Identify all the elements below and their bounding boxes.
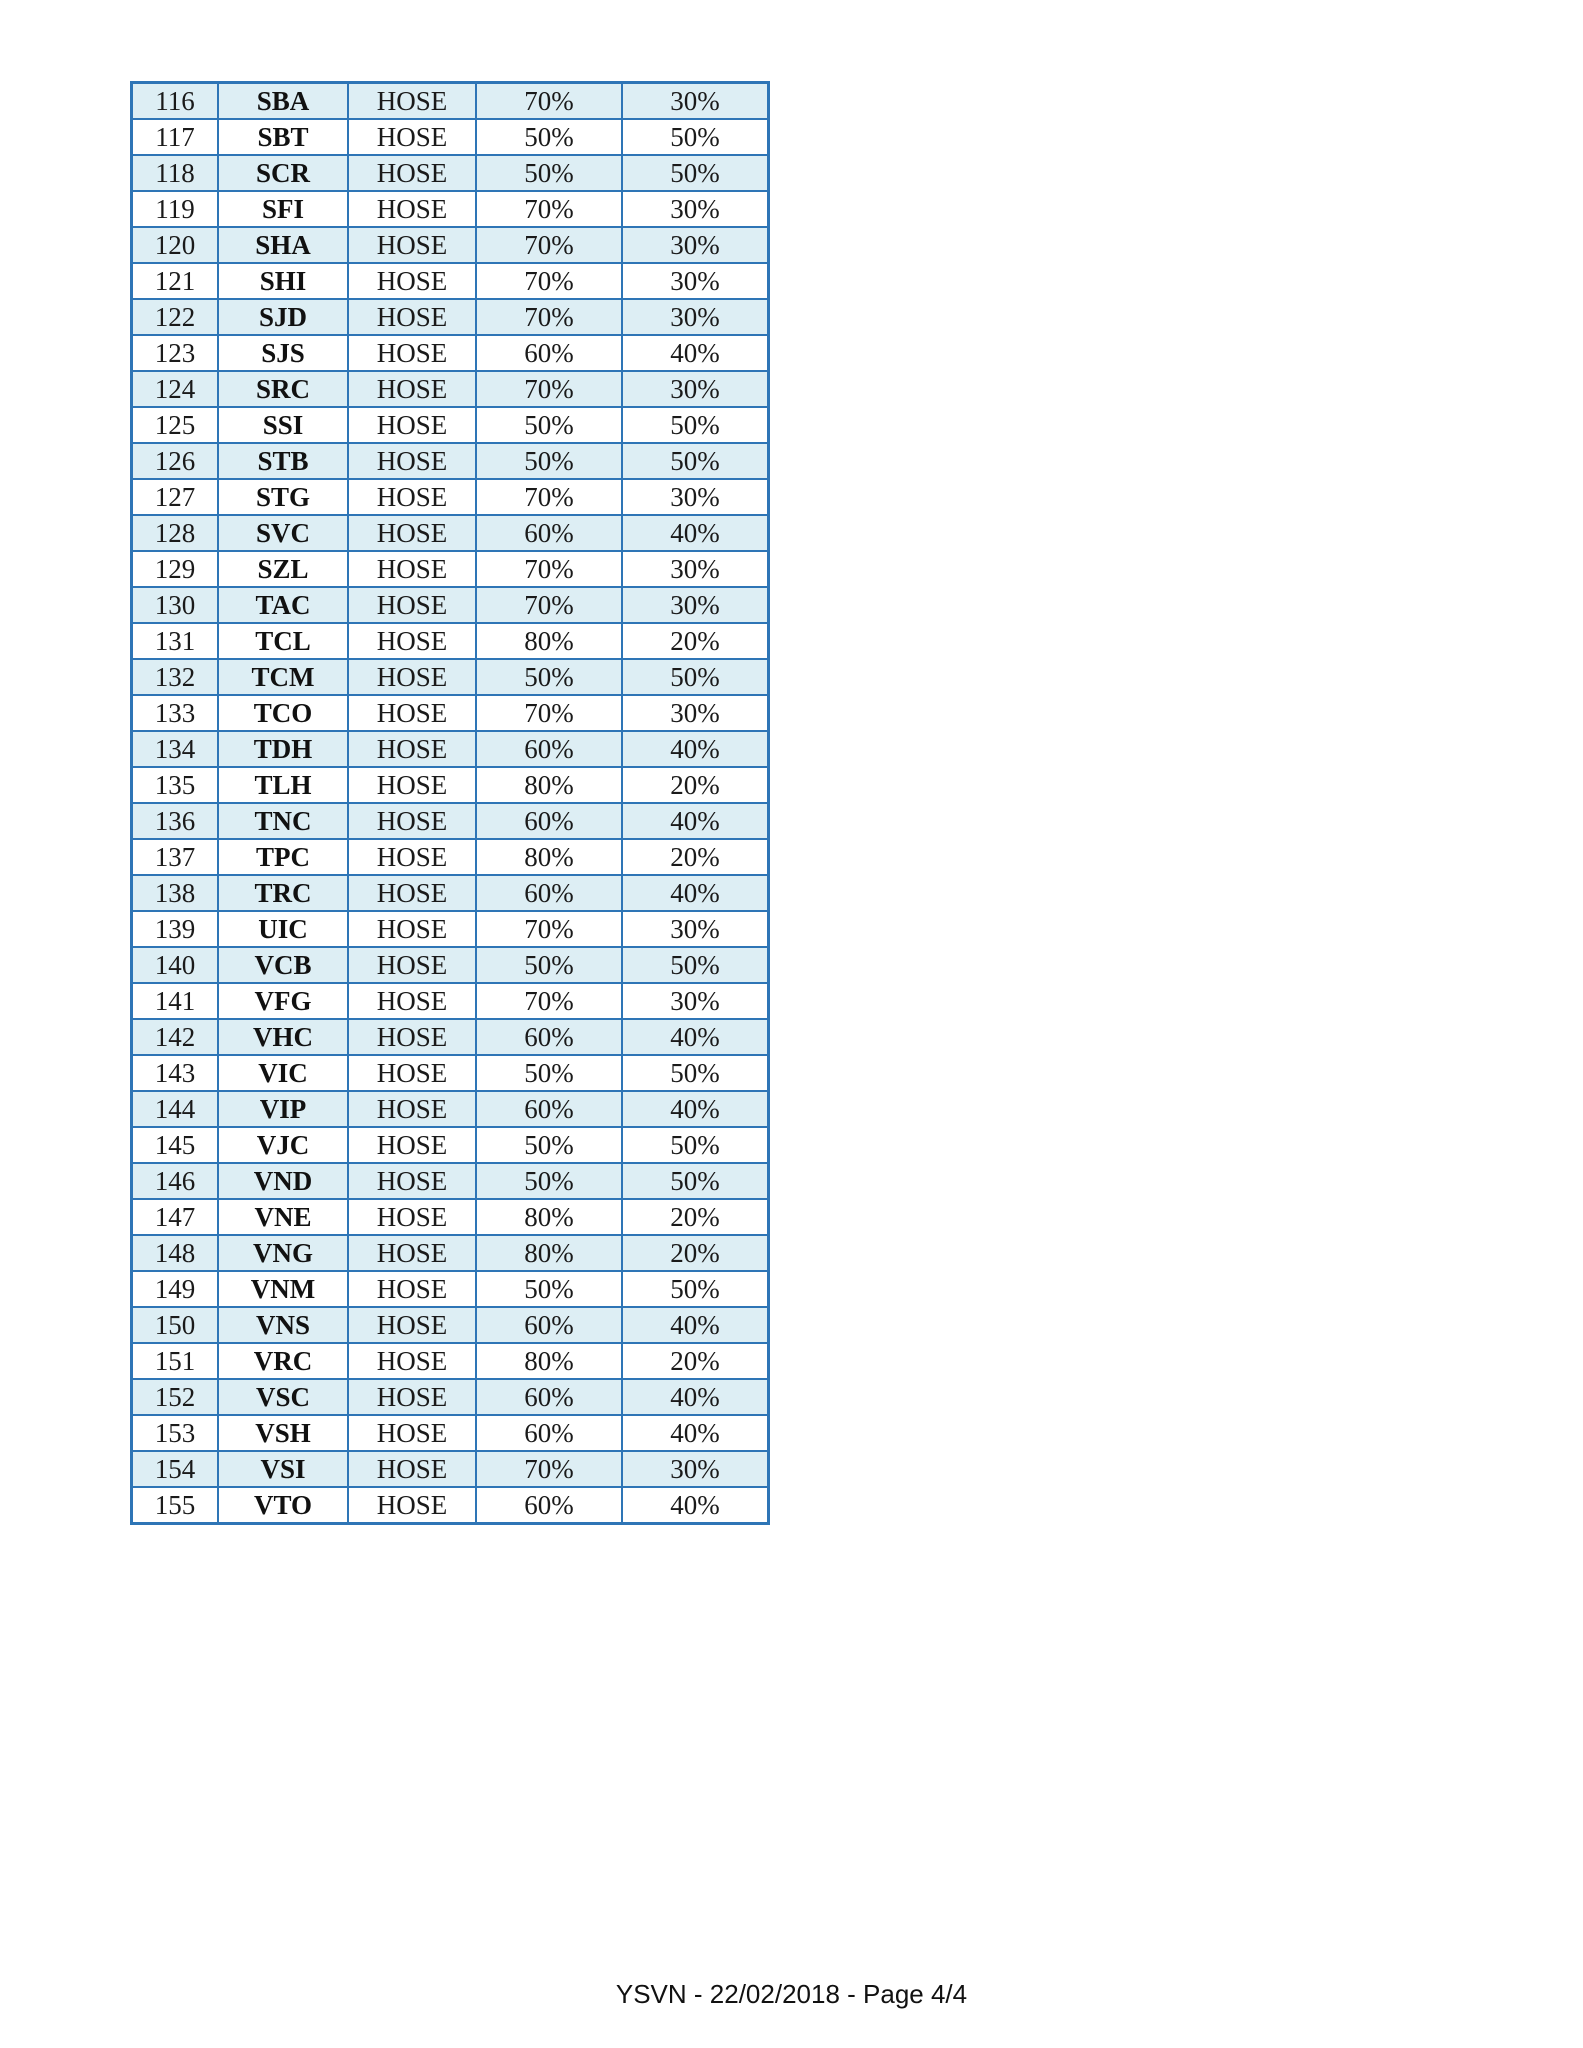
table-row [132, 659, 769, 695]
exchange-cell: HOSE [348, 1019, 476, 1055]
stock-code-cell: TCL [218, 623, 348, 659]
table-body [132, 83, 769, 1524]
ratio-cell-1: 50% [476, 407, 622, 443]
stock-code-cell: SJS [218, 335, 348, 371]
table-row [132, 1019, 769, 1055]
exchange-cell: HOSE [348, 1091, 476, 1127]
table-row [132, 119, 769, 155]
ratio-cell-1: 50% [476, 1127, 622, 1163]
ratio-cell-2: 40% [622, 1019, 769, 1055]
stock-code-cell: VCB [218, 947, 348, 983]
ratio-cell-1: 60% [476, 1307, 622, 1343]
ratio-cell-2: 20% [622, 767, 769, 803]
exchange-cell: HOSE [348, 443, 476, 479]
exchange-cell: HOSE [348, 407, 476, 443]
table-row [132, 1091, 769, 1127]
table-row [132, 227, 769, 263]
ratio-cell-2: 50% [622, 443, 769, 479]
stock-code-cell: SSI [218, 407, 348, 443]
table-row [132, 299, 769, 335]
row-number-cell: 134 [132, 731, 219, 767]
ratio-cell-1: 60% [476, 515, 622, 551]
ratio-cell-2: 30% [622, 587, 769, 623]
stock-code-cell: VNE [218, 1199, 348, 1235]
ratio-cell-1: 80% [476, 623, 622, 659]
exchange-cell: HOSE [348, 479, 476, 515]
row-number-cell: 127 [132, 479, 219, 515]
ratio-cell-2: 50% [622, 1163, 769, 1199]
table-row [132, 695, 769, 731]
ratio-cell-2: 50% [622, 947, 769, 983]
ratio-cell-2: 40% [622, 1307, 769, 1343]
stock-code-cell: SCR [218, 155, 348, 191]
ratio-cell-1: 70% [476, 551, 622, 587]
ratio-cell-1: 50% [476, 1163, 622, 1199]
exchange-cell: HOSE [348, 1235, 476, 1271]
row-number-cell: 144 [132, 1091, 219, 1127]
ratio-cell-1: 60% [476, 1415, 622, 1451]
row-number-cell: 133 [132, 695, 219, 731]
row-number-cell: 150 [132, 1307, 219, 1343]
ratio-cell-1: 70% [476, 695, 622, 731]
stock-code-cell: VHC [218, 1019, 348, 1055]
row-number-cell: 137 [132, 839, 219, 875]
stock-code-cell: VSH [218, 1415, 348, 1451]
stock-code-cell: SZL [218, 551, 348, 587]
ratio-cell-1: 60% [476, 1091, 622, 1127]
ratio-cell-2: 40% [622, 1487, 769, 1524]
table-row [132, 1451, 769, 1487]
row-number-cell: 125 [132, 407, 219, 443]
stock-code-cell: TNC [218, 803, 348, 839]
table-row [132, 1487, 769, 1524]
ratio-cell-2: 30% [622, 911, 769, 947]
exchange-cell: HOSE [348, 551, 476, 587]
ratio-cell-1: 70% [476, 371, 622, 407]
ratio-cell-2: 40% [622, 875, 769, 911]
ratio-cell-2: 50% [622, 155, 769, 191]
row-number-cell: 116 [132, 83, 219, 120]
table-row [132, 1271, 769, 1307]
ratio-cell-1: 60% [476, 1379, 622, 1415]
row-number-cell: 143 [132, 1055, 219, 1091]
row-number-cell: 153 [132, 1415, 219, 1451]
row-number-cell: 152 [132, 1379, 219, 1415]
row-number-cell: 122 [132, 299, 219, 335]
ratio-cell-1: 70% [476, 263, 622, 299]
row-number-cell: 119 [132, 191, 219, 227]
ratio-cell-2: 40% [622, 803, 769, 839]
ratio-cell-2: 50% [622, 1127, 769, 1163]
exchange-cell: HOSE [348, 1307, 476, 1343]
table-row [132, 83, 769, 120]
table-row [132, 803, 769, 839]
ratio-cell-1: 60% [476, 875, 622, 911]
stock-code-cell: VIC [218, 1055, 348, 1091]
ratio-cell-1: 70% [476, 911, 622, 947]
exchange-cell: HOSE [348, 695, 476, 731]
row-number-cell: 135 [132, 767, 219, 803]
row-number-cell: 151 [132, 1343, 219, 1379]
stock-code-cell: SJD [218, 299, 348, 335]
ratio-cell-1: 60% [476, 1019, 622, 1055]
stock-code-cell: VND [218, 1163, 348, 1199]
ratio-cell-2: 30% [622, 263, 769, 299]
stock-code-cell: SBA [218, 83, 348, 120]
stock-code-cell: TCO [218, 695, 348, 731]
table-row [132, 1055, 769, 1091]
table-row [132, 839, 769, 875]
row-number-cell: 123 [132, 335, 219, 371]
stock-code-cell: TPC [218, 839, 348, 875]
exchange-cell: HOSE [348, 371, 476, 407]
ratio-cell-1: 70% [476, 983, 622, 1019]
ratio-cell-1: 80% [476, 1343, 622, 1379]
exchange-cell: HOSE [348, 1451, 476, 1487]
exchange-cell: HOSE [348, 1055, 476, 1091]
ratio-cell-1: 50% [476, 119, 622, 155]
table-row [132, 479, 769, 515]
exchange-cell: HOSE [348, 983, 476, 1019]
ratio-cell-2: 20% [622, 1343, 769, 1379]
row-number-cell: 118 [132, 155, 219, 191]
row-number-cell: 132 [132, 659, 219, 695]
exchange-cell: HOSE [348, 1343, 476, 1379]
table-row [132, 983, 769, 1019]
exchange-cell: HOSE [348, 911, 476, 947]
ratio-cell-2: 50% [622, 1271, 769, 1307]
table-row [132, 875, 769, 911]
table-row [132, 515, 769, 551]
stock-code-cell: TRC [218, 875, 348, 911]
row-number-cell: 120 [132, 227, 219, 263]
row-number-cell: 139 [132, 911, 219, 947]
table-row [132, 1379, 769, 1415]
exchange-cell: HOSE [348, 83, 476, 120]
ratio-cell-2: 30% [622, 371, 769, 407]
exchange-cell: HOSE [348, 767, 476, 803]
ratio-cell-2: 30% [622, 695, 769, 731]
ratio-cell-2: 50% [622, 119, 769, 155]
ratio-cell-2: 40% [622, 335, 769, 371]
row-number-cell: 154 [132, 1451, 219, 1487]
table-row [132, 587, 769, 623]
ratio-cell-2: 40% [622, 515, 769, 551]
row-number-cell: 145 [132, 1127, 219, 1163]
table-row [132, 947, 769, 983]
table-row [132, 623, 769, 659]
table-row [132, 1163, 769, 1199]
exchange-cell: HOSE [348, 155, 476, 191]
stock-code-cell: TAC [218, 587, 348, 623]
exchange-cell: HOSE [348, 659, 476, 695]
ratio-cell-2: 30% [622, 83, 769, 120]
row-number-cell: 149 [132, 1271, 219, 1307]
ratio-cell-1: 70% [476, 299, 622, 335]
stock-code-cell: VJC [218, 1127, 348, 1163]
table-row [132, 335, 769, 371]
ratio-cell-2: 20% [622, 1235, 769, 1271]
exchange-cell: HOSE [348, 263, 476, 299]
ratio-cell-1: 80% [476, 1235, 622, 1271]
ratio-cell-1: 50% [476, 155, 622, 191]
stock-code-cell: SRC [218, 371, 348, 407]
table-row [132, 407, 769, 443]
ratio-cell-1: 50% [476, 443, 622, 479]
table-row [132, 911, 769, 947]
ratio-cell-2: 50% [622, 659, 769, 695]
stock-code-cell: VTO [218, 1487, 348, 1524]
stock-code-cell: SVC [218, 515, 348, 551]
stock-code-cell: VNG [218, 1235, 348, 1271]
table-row [132, 551, 769, 587]
row-number-cell: 155 [132, 1487, 219, 1524]
stock-code-cell: TCM [218, 659, 348, 695]
ratio-cell-2: 20% [622, 1199, 769, 1235]
stock-code-cell: VNM [218, 1271, 348, 1307]
table-row [132, 767, 769, 803]
ratio-cell-1: 60% [476, 731, 622, 767]
exchange-cell: HOSE [348, 839, 476, 875]
ratio-cell-1: 50% [476, 947, 622, 983]
ratio-cell-2: 50% [622, 1055, 769, 1091]
stock-code-cell: SBT [218, 119, 348, 155]
exchange-cell: HOSE [348, 587, 476, 623]
exchange-cell: HOSE [348, 1127, 476, 1163]
stock-code-cell: VSC [218, 1379, 348, 1415]
exchange-cell: HOSE [348, 1487, 476, 1524]
stock-code-cell: VSI [218, 1451, 348, 1487]
exchange-cell: HOSE [348, 191, 476, 227]
table-row [132, 1415, 769, 1451]
ratio-cell-1: 70% [476, 191, 622, 227]
table-row [132, 1199, 769, 1235]
ratio-cell-1: 50% [476, 659, 622, 695]
row-number-cell: 146 [132, 1163, 219, 1199]
row-number-cell: 142 [132, 1019, 219, 1055]
ratio-cell-2: 40% [622, 1091, 769, 1127]
stock-margin-table [130, 81, 770, 1525]
ratio-cell-2: 30% [622, 191, 769, 227]
table-row [132, 1343, 769, 1379]
row-number-cell: 136 [132, 803, 219, 839]
row-number-cell: 121 [132, 263, 219, 299]
ratio-cell-1: 80% [476, 767, 622, 803]
ratio-cell-2: 20% [622, 839, 769, 875]
stock-code-cell: STG [218, 479, 348, 515]
ratio-cell-2: 30% [622, 479, 769, 515]
ratio-cell-1: 70% [476, 587, 622, 623]
ratio-cell-1: 80% [476, 839, 622, 875]
exchange-cell: HOSE [348, 1199, 476, 1235]
exchange-cell: HOSE [348, 227, 476, 263]
exchange-cell: HOSE [348, 803, 476, 839]
table-row [132, 731, 769, 767]
ratio-cell-2: 20% [622, 623, 769, 659]
ratio-cell-1: 70% [476, 83, 622, 120]
exchange-cell: HOSE [348, 335, 476, 371]
ratio-cell-1: 70% [476, 1451, 622, 1487]
table-row [132, 263, 769, 299]
exchange-cell: HOSE [348, 623, 476, 659]
row-number-cell: 148 [132, 1235, 219, 1271]
exchange-cell: HOSE [348, 119, 476, 155]
row-number-cell: 117 [132, 119, 219, 155]
exchange-cell: HOSE [348, 299, 476, 335]
table-row [132, 371, 769, 407]
row-number-cell: 140 [132, 947, 219, 983]
row-number-cell: 124 [132, 371, 219, 407]
table-row [132, 443, 769, 479]
ratio-cell-1: 80% [476, 1199, 622, 1235]
table-row [132, 191, 769, 227]
page-footer: YSVN - 22/02/2018 - Page 4/4 [615, 1979, 968, 2009]
exchange-cell: HOSE [348, 947, 476, 983]
ratio-cell-1: 60% [476, 335, 622, 371]
table-row [132, 1127, 769, 1163]
exchange-cell: HOSE [348, 515, 476, 551]
row-number-cell: 129 [132, 551, 219, 587]
ratio-cell-2: 40% [622, 731, 769, 767]
ratio-cell-2: 30% [622, 227, 769, 263]
stock-code-cell: VNS [218, 1307, 348, 1343]
row-number-cell: 126 [132, 443, 219, 479]
ratio-cell-2: 40% [622, 1415, 769, 1451]
ratio-cell-2: 30% [622, 299, 769, 335]
stock-code-cell: SHI [218, 263, 348, 299]
ratio-cell-2: 50% [622, 407, 769, 443]
ratio-cell-1: 50% [476, 1055, 622, 1091]
row-number-cell: 130 [132, 587, 219, 623]
table-row [132, 1307, 769, 1343]
ratio-cell-2: 30% [622, 983, 769, 1019]
stock-code-cell: UIC [218, 911, 348, 947]
ratio-cell-2: 30% [622, 1451, 769, 1487]
ratio-cell-1: 50% [476, 1271, 622, 1307]
row-number-cell: 131 [132, 623, 219, 659]
stock-code-cell: TLH [218, 767, 348, 803]
exchange-cell: HOSE [348, 1415, 476, 1451]
stock-code-cell: SHA [218, 227, 348, 263]
table-row [132, 155, 769, 191]
row-number-cell: 128 [132, 515, 219, 551]
stock-code-cell: STB [218, 443, 348, 479]
exchange-cell: HOSE [348, 731, 476, 767]
table-row [132, 1235, 769, 1271]
exchange-cell: HOSE [348, 875, 476, 911]
ratio-cell-1: 60% [476, 803, 622, 839]
row-number-cell: 138 [132, 875, 219, 911]
ratio-cell-1: 60% [476, 1487, 622, 1524]
ratio-cell-2: 30% [622, 551, 769, 587]
ratio-cell-2: 40% [622, 1379, 769, 1415]
exchange-cell: HOSE [348, 1379, 476, 1415]
row-number-cell: 147 [132, 1199, 219, 1235]
exchange-cell: HOSE [348, 1271, 476, 1307]
stock-code-cell: VRC [218, 1343, 348, 1379]
exchange-cell: HOSE [348, 1163, 476, 1199]
row-number-cell: 141 [132, 983, 219, 1019]
stock-code-cell: VIP [218, 1091, 348, 1127]
stock-code-cell: TDH [218, 731, 348, 767]
stock-code-cell: VFG [218, 983, 348, 1019]
ratio-cell-1: 70% [476, 227, 622, 263]
stock-code-cell: SFI [218, 191, 348, 227]
ratio-cell-1: 70% [476, 479, 622, 515]
